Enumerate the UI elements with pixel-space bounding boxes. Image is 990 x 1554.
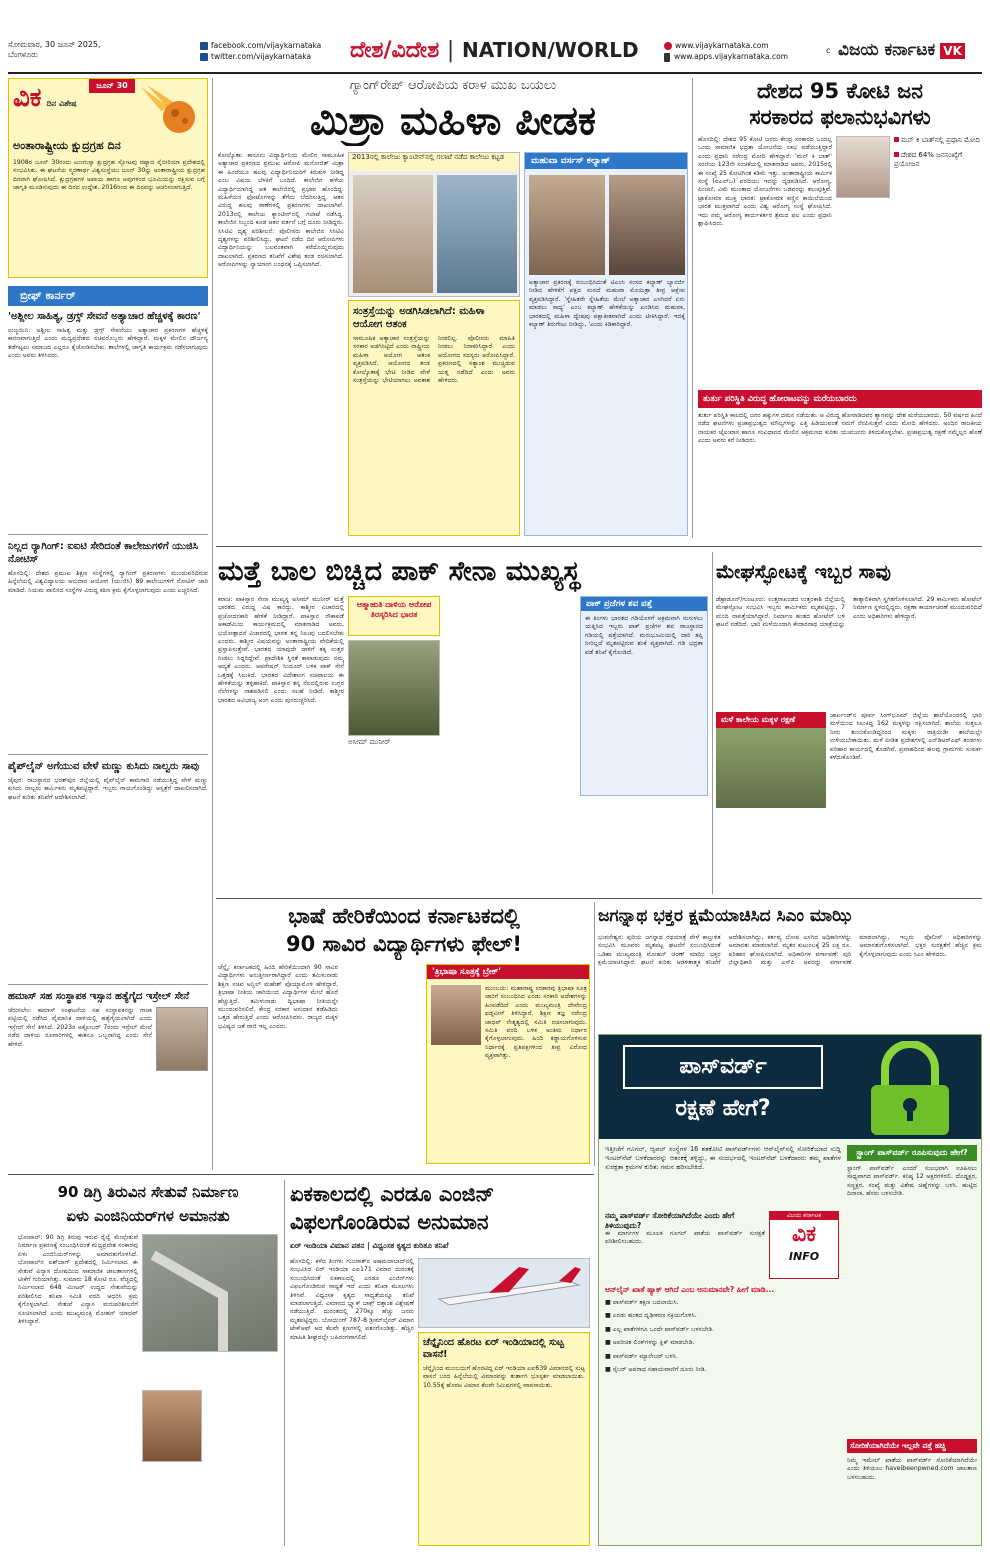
yojane-bullet-1: ಮನ್ ಕಿ ಬಾತ್‌ನಲ್ಲಿ ಪ್ರಧಾನಿ ಮೋದಿ bbox=[894, 136, 982, 145]
asteroid-icon bbox=[139, 85, 201, 137]
brief-text-1: ಉಜ್ಜಯಿನಿ: ಅಶ್ಲೀಲ ಸಾಹಿತ್ಯ ಮತ್ತು ಡ್ರಗ್ಸ್ ಸೇವನೆಯು ಅತ್ಯಾಚಾರ ಪ್ರಕರಣಗಳ ಹೆಚ್ಚಳಕ್ಕೆ ಕಾರಣವಾಗುತ್ತಿದೆ ಎಂದು ಮಧ್ಯಪ್ರದೇಶದ ಸಚಿವರೊಬ್ಬರು ಹೇಳಿದ್ದಾರೆ. ಮಕ್ಕಳ ಮೇಲಿನ ದೌರ್ಜನ್ಯ ತಡೆಗಟ್ಟಲು ಸಮಾಜದ ಎಲ್ಲರೂ ಕೈಜೋಡಿಸಬೇಕು. ಶಾಲೆಗಳಲ್ಲಿ ಜಾಗೃತಿ ಕಾರ್ಯಕ್ರಮ ನಡೆಸಲಾಗುವುದು ಎಂದು ಅವರು ತಿಳಿಸಿದರು. bbox=[8, 327, 208, 360]
lead-headline: ಮಿಶ್ರಾ ಮಹಿಳಾ ಪೀಡಕ bbox=[310, 98, 596, 144]
bullet-square-icon bbox=[894, 137, 899, 142]
college-building-photo bbox=[437, 175, 517, 293]
pak-side-text: ಈ ತಿಂಗಳು ಭಾರತದ ಗಡಿಯೊಳಗೆ ಅಕ್ರಮವಾಗಿ ನುಸುಳಲು ಯತ್ನಿಸಿದ ಇಬ್ಬರು ಪಾಕ್ ಪ್ರಜೆಗಳ ಶವ ರಾಜಸ್ಥಾನದ ಗಡಿಯಲ್ಲಿ ಪತ್ತೆಯಾಗಿದೆ. ಮರುಭೂಮಿಯಲ್ಲಿ ದಾರಿ ತಪ್ಪಿ ನೀರಿಲ್ಲದೆ ಮೃತಪಟ್ಟಿರುವ ಶಂಕೆ ವ್ಯಕ್ತವಾಗಿದೆ. ಗಡಿ ಭದ್ರತಾ ಪಡೆ ತನಿಖೆ ಕೈಗೊಂಡಿದೆ. bbox=[585, 615, 703, 656]
vikee-brand: ವಿಕ bbox=[13, 83, 42, 113]
vikee-logo bbox=[13, 83, 93, 129]
bullet-square-icon: ■ bbox=[605, 1312, 613, 1320]
logo-text: ವಿಜಯ ಕರ್ನಾಟಕ bbox=[838, 40, 936, 60]
tribhasha-text: ಮುಂಬಯಿ: ಮಹಾರಾಷ್ಟ್ರ ಸರಕಾರವು ತ್ರಿಭಾಷಾ ಸೂತ್ರ ಜಾರಿಗೆ ಸಂಬಂಧಿಸಿದ ಎರಡು ಸರಕಾರಿ ಆದೇಶಗಳನ್ನು ಹಿಂಪಡೆದಿದೆ ಎಂದು ಮುಖ್ಯಮಂತ್ರಿ ದೇವೇಂದ್ರ ಫಡ್ನವೀಸ್ ತಿಳಿಸಿದ್ದಾರೆ. ಶಿಕ್ಷಣ ತಜ್ಞ ನರೇಂದ್ರ ಜಾಧವ್ ನೇತೃತ್ವದಲ್ಲಿ ಸಮಿತಿ ರಚಿಸಲಾಗುವುದು. ಸಮಿತಿ ವರದಿ ಬಳಿಕ ಅಂತಿಮ ನಿರ್ಧಾರ ಕೈಗೊಳ್ಳಲಾಗುವುದು. ಹಿಂದಿ ಕಡ್ಡಾಯಗೊಳಿಸುವ ನಿರ್ಧಾರಕ್ಕೆ ಪ್ರತಿಪಕ್ಷಗಳಿಂದ ತೀವ್ರ ವಿರೋಧ ವ್ಯಕ್ತವಾಗಿತ್ತು. bbox=[485, 985, 587, 1060]
bullet-square-icon: ■ bbox=[605, 1325, 613, 1333]
pak-side-header: ಪಾಕ್ ಪ್ರಜೆಗಳ ಶವ ಪತ್ತೆ bbox=[581, 597, 707, 611]
vk-info-brand: ವಿಜಯ ಕರ್ನಾಟಕ bbox=[770, 1212, 838, 1220]
strong-password-header: ಸ್ಟ್ರಾಂಗ್ ಪಾಸ್‌ವರ್ಡ್ ರೂಪಿಸುವುದು ಹೇಗೆ? bbox=[847, 1145, 977, 1161]
yojane-text-2 bbox=[836, 220, 982, 380]
vikee-day-label: ದಿನ ವಿಶೇಷ bbox=[46, 99, 77, 108]
password-steps-header: ಆನ್‌ಲೈನ್ ಖಾತೆ ಹ್ಯಾಕ್ ಆಗಿದೆ ಎಂಬ ಅನುಮಾನವೇ? ಹೀಗೆ ಮಾಡಿ... bbox=[605, 1285, 775, 1294]
password-q1-title: ನಮ್ಮ ಪಾಸ್‌ವರ್ಡ್ ಸೋರಿಕೆಯಾಗಿದೆಯೇ ಎಂದು ಹೇಗೆ ತಿಳಿಯುವುದು? bbox=[605, 1211, 735, 1230]
password-step-3: ■ ಎಲ್ಲ ಖಾತೆಗಳಿಗೂ ಒಂದೇ ಪಾಸ್‌ವರ್ಡ್ ಬಳಸಬೇಡಿ. bbox=[605, 1325, 715, 1333]
kalyan-photo bbox=[529, 175, 605, 275]
mahua-text: ಅತ್ಯಾಚಾರ ಪ್ರಕರಣಕ್ಕೆ ಸಂಬಂಧಿಸಿದಂತೆ ಟಿಎಂಸಿ ಸಂಸದ ಕಲ್ಯಾಣ್ ಬ್ಯಾನರ್ಜಿ ನೀಡಿದ ಹೇಳಿಕೆಗೆ ಪಕ್ಷದ ಸಂಸದೆ ಮಹುವಾ ಮೊಯಿತ್ರಾ ತೀವ್ರ ಆಕ್ಷೇಪ ವ್ಯಕ್ತಪಡಿಸಿದ್ದಾರೆ. 'ಸ್ನೇಹಿತರೇ ಸ್ನೇಹಿತೆಯ ಮೇಲೆ ಅತ್ಯಾಚಾರ ಎಸಗಿದರೆ ಏನು ಮಾಡಲು ಸಾಧ್ಯ' ಎಂಬ ಕಲ್ಯಾಣ್ ಹೇಳಿಕೆಯನ್ನು ಖಂಡಿಸಿದ ಮಹುವಾ, ಭಾರತದಲ್ಲಿ ಮಹಿಳಾ ದ್ವೇಷವು ಪಕ್ಷಾತೀತವಾಗಿದೆ ಎಂದು ಟೀಕಿಸಿದ್ದಾರೆ. ಇದಕ್ಕೆ ಕಲ್ಯಾಣ್ ತಿರುಗೇಟು ನೀಡಿದ್ದು, 'ಎಂದು ಕಿಡಿಕಾರಿದ್ದಾರೆ. bbox=[529, 279, 685, 329]
brief-title-3: ಪೈಪ್‌ಲೈನ್ ಅಗೆಯುವ ವೇಳೆ ಮಣ್ಣು ಕುಸಿದು ನಾಲ್ವರು ಸಾವು bbox=[8, 761, 199, 772]
brief-corner-header: ಬ್ರೀಫ್ ಕಾರ್ನರ್ bbox=[8, 286, 208, 306]
pak-tag: ಆತ್ಮಾಹುತಿ ದಾಳಿಯ ಆರೋಪ ತಿರಸ್ಕರಿಸಿದ ಭಾರತ bbox=[356, 600, 432, 619]
brief-item-4 bbox=[8, 990, 208, 1170]
hamas-leader-photo bbox=[156, 1007, 208, 1071]
padlock-icon bbox=[845, 1041, 975, 1137]
password-hero bbox=[599, 1035, 982, 1139]
cloudburst-photo-tag: ಮಳೆ ಕಾಲೇಯ ಮಕ್ಕಳ ರಕ್ಷಣೆ bbox=[716, 712, 826, 728]
password-intro: ಇತ್ತೀಚೆಗೆ ಗೂಗಲ್, ಆ್ಯಪಲ್ ಸಂಸ್ಥೆಗಳ 16 ಶತಕೋಟಿ ಪಾಸ್‌ವರ್ಡ್‌ಗಳು ಆನ್‌ಲೈನ್‌ನಲ್ಲಿ ಸೋರಿಕೆಯಾದ ಸುದ್ದಿ ಇಂಟರ್‌ನೆಟ್ ಬಳಕೆದಾರರನ್ನು ಆತಂಕಕ್ಕೆ ತಳ್ಳಿದ್ದು, ಈ ಸಂದರ್ಭದಲ್ಲಿ ಇಂಟರ್‌ನೆಟ್ ಬಳಕೆದಾರರು ತಮ್ಮ ಖಾತೆಗಳ ಸುರಕ್ಷತಾ ಕ್ರಮಗಳ ಕುರಿತು ಗಮನ ಹರಿಸಬೇಕಿದೆ. bbox=[605, 1145, 841, 1171]
city-text: ಬೆಂಗಳೂರು bbox=[8, 50, 38, 59]
yojane-bullets bbox=[894, 136, 982, 216]
bullet-square-icon: ■ bbox=[605, 1366, 613, 1374]
emergency-header: ತುರ್ತು ಪರಿಸ್ಥಿತಿ ವಿರುದ್ಧ ಹೋರಾಟವನ್ನು ಮರೆಯಬಾರದು bbox=[698, 390, 982, 408]
mohan-yadav-photo bbox=[142, 1390, 202, 1462]
lead-text: ಕೋಲ್ಕೊತಾ: ಕಾನೂನು ವಿದ್ಯಾರ್ಥಿನಿಯ ಮೇಲಿನ ಸಾಮೂಹಿಕ ಅತ್ಯಾಚಾರ ಪ್ರಕರಣದ ಪ್ರಮುಖ ಆರೋಪಿ ಮನೋಜಿತ್ ಮಿಶ್ರಾ ಈ ಹಿಂದೆಯೂ ಹಲವು ವಿದ್ಯಾರ್ಥಿನಿಯರಿಗೆ ಕಿರುಕುಳ ನೀಡಿದ್ದ ಎಂಬ ವಿಷಯ ಬೆಳಕಿಗೆ ಬಂದಿದೆ. ಕಾಲೇಜಿನ ಹಳೆಯ ವಿದ್ಯಾರ್ಥಿಯಾಗಿದ್ದ ಆತ ಕಾಲೇಜಿನಲ್ಲಿ ಪ್ರಭಾವ ಹೊಂದಿದ್ದ. ಮಹಿಳೆಯರ ಫೋಟೊಗಳನ್ನು ತೆಗೆದು ಬೆದರಿಸುತ್ತಿದ್ದ. ಆತನ ವಿರುದ್ಧ ಹಲವು ಠಾಣೆಗಳಲ್ಲಿ ಪ್ರಕರಣಗಳು ದಾಖಲಾಗಿವೆ. 2013ರಲ್ಲಿ ಕಾಲೇಜು ಕ್ಯಾಂಟೀನ್‌ನಲ್ಲಿ ಗಲಾಟೆ ನಡೆಸಿದ್ದ. ಕಾಲೇಜಿನ ಸಿಬ್ಬಂದಿ ಕೂಡ ಆತನ ವರ್ತನೆ ಬಗ್ಗೆ ದೂರು ನೀಡಿದ್ದರು. ಸಿಸಿಟಿವಿ ದೃಶ್ಯ ಪರಿಶೀಲನೆ: ಪೊಲೀಸರು ಕಾಲೇಜಿನ ಸಿಸಿಟಿವಿ ದೃಶ್ಯಗಳನ್ನು ಪರಿಶೀಲಿಸಿದ್ದು, ಘಟನೆ ನಡೆದ ದಿನ ಆರೋಪಿಗಳು ವಿದ್ಯಾರ್ಥಿನಿಯನ್ನು ಬಲವಂತವಾಗಿ ಕರೆದೊಯ್ದಿರುವುದು ದಾಖಲಾಗಿದೆ. ಪ್ರಕರಣದ ತನಿಖೆಗೆ ವಿಶೇಷ ತಂಡ ರಚಿಸಲಾಗಿದೆ. ಆರೋಪಿಗಳನ್ನು ನ್ಯಾಯಾಂಗ ಬಂಧನಕ್ಕೆ ಒಪ್ಪಿಸಲಾಗಿದೆ. bbox=[218, 152, 344, 269]
bridge-photo bbox=[142, 1234, 278, 1352]
password-step-2: ■ ಎರಡು ಹಂತದ ದೃಢೀಕರಣ ಸಕ್ರಿಯಗೊಳಿಸಿ. bbox=[605, 1312, 697, 1320]
vikee-date: ಜೂನ್ 30 bbox=[89, 79, 135, 93]
jagannath-text: ಭುವನೇಶ್ವರ: ಪುರಿಯ ಜಗನ್ನಾಥ ರಥಯಾತ್ರೆ ವೇಳೆ ಕಾಲ್ತುಳಿತ ಸಂಭವಿಸಿ ಮೂವರು ಮೃತಪಟ್ಟ ಘಟನೆಗೆ ಸಂಬಂಧಿಸಿದಂತೆ ಒಡಿಶಾ ಮುಖ್ಯಮಂತ್ರಿ ಮೋಹನ್ ಚರಣ್ ಮಾಝಿ ಭಕ್ತರ ಕ್ಷಮೆಯಾಚಿಸಿದ್ದಾರೆ. ಘಟನೆ ಕುರಿತು ಆಡಳಿತಾತ್ಮಕ ತನಿಖೆಗೆ ಆದೇಶಿಸಲಾಗಿದ್ದು, ಕರ್ತವ್ಯ ಲೋಪ ಎಸಗಿದ ಅಧಿಕಾರಿಗಳನ್ನು ಅಮಾನತು ಮಾಡಲಾಗಿದೆ. ಮೃತರ ಕುಟುಂಬಕ್ಕೆ 25 ಲಕ್ಷ ರೂ. ಪರಿಹಾರ ಘೋಷಿಸಲಾಗಿದೆ. ಅಧಿಕಾರಿಗಳ ವರ್ಗಾವಣೆ: ಪುರಿ ಜಿಲ್ಲಾಧಿಕಾರಿ ಮತ್ತು ಎಸ್‌ಪಿ ಅವರನ್ನು ವರ್ಗಾವಣೆ ಮಾಡಲಾಗಿದ್ದು, ಇಬ್ಬರು ಪೊಲೀಸ್ ಅಧಿಕಾರಿಗಳನ್ನು ಅಮಾನತುಗೊಳಿಸಲಾಗಿದೆ. ಭಕ್ತರ ಸುರಕ್ಷತೆಗೆ ಹೆಚ್ಚಿನ ಕ್ರಮ ಕೈಗೊಳ್ಳಲಾಗುವುದು ಎಂದು ಸಿಎಂ ಹೇಳಿದರು. bbox=[598, 934, 982, 967]
bridge-text-2 bbox=[206, 1356, 278, 1546]
bullet-square-icon bbox=[894, 152, 899, 157]
brief-title-1: 'ಅಶ್ಲೀಲ ಸಾಹಿತ್ಯ, ಡ್ರಗ್ಸ್ ಸೇವನೆ ಅತ್ಯಾಚಾರ ಹೆಚ್ಚಳಕ್ಕೆ ಕಾರಣ' bbox=[8, 311, 201, 322]
lead-photo-college bbox=[348, 152, 520, 297]
leak-check-header: ಸೋರಿಕೆಯಾಗಿದೆಯೇ ಇಲ್ಲವೇ ಪತ್ತೆ ಹಚ್ಚಿ bbox=[847, 1439, 977, 1453]
facebook-icon bbox=[200, 42, 208, 50]
social-links bbox=[200, 40, 350, 70]
bridge-text: ಭೋಪಾಲ್: 90 ಡಿಗ್ರಿ ತಿರುವು ಇರುವ ರೈಲ್ವೆ ಮೇಲ್ಸೇತುವೆ ನಿರ್ಮಾಣ ಪ್ರಕರಣಕ್ಕೆ ಸಂಬಂಧಿಸಿದಂತೆ ಮಧ್ಯಪ್ರದೇಶ ಸರಕಾರವು ಏಳು ಎಂಜಿನಿಯರ್‌ಗಳನ್ನು ಅಮಾನತುಗೊಳಿಸಿದೆ. ಭೋಪಾಲ್‌ನ ಐಶ್‌ಬಾಗ್ ಪ್ರದೇಶದಲ್ಲಿ ನಿರ್ಮಿಸಲಾದ ಈ ಸೇತುವೆ ವಿನ್ಯಾಸ ದೋಷದಿಂದ ಸಾಮಾಜಿಕ ಜಾಲತಾಣಗಳಲ್ಲಿ ಟೀಕೆಗೆ ಗುರಿಯಾಗಿತ್ತು. ಸುಮಾರು 18 ಕೋಟಿ ರೂ. ವೆಚ್ಚದಲ್ಲಿ ನಿರ್ಮಿಸಲಾದ 648 ಮೀಟರ್ ಉದ್ದದ ಸೇತುವೆಯನ್ನು ಪರಿಶೀಲಿಸಿದ ತನಿಖಾ ಸಮಿತಿ ವರದಿ ಆಧರಿಸಿ ಕ್ರಮ ಕೈಗೊಳ್ಳಲಾಗಿದೆ. ಸೇತುವೆ ವಿನ್ಯಾಸ ಮರುಪರಿಶೀಲನೆಗೆ ಸೂಚಿಸಲಾಗಿದೆ ಎಂದು ಮುಖ್ಯಮಂತ್ರಿ ಮೋಹನ್ ಯಾದವ್ ತಿಳಿಸಿದ್ದಾರೆ. bbox=[18, 1234, 138, 1326]
bullet-square-icon: ■ bbox=[605, 1299, 613, 1306]
fail-text: ಚೆನ್ನೈ: ಕರ್ನಾಟಕದಲ್ಲಿ ಹಿಂದಿ ಹೇರಿಕೆಯಿಂದಾಗಿ 90 ಸಾವಿರ ವಿದ್ಯಾರ್ಥಿಗಳು ಅನುತ್ತೀರ್ಣರಾಗಿದ್ದಾರೆ ಎಂದು ತಮಿಳುನಾಡು ಶಿಕ್ಷಣ ಸಚಿವ ಅನ್ಬಿಲ್ ಮಹೇಶ್ ಪೊಯ್ಯಾಮೊಳಿ ಹೇಳಿದ್ದಾರೆ. ತ್ರಿಭಾಷಾ ನೀತಿಯ ಜಾರಿಯಿಂದ ವಿದ್ಯಾರ್ಥಿಗಳ ಮೇಲೆ ಹೊರೆ ಹೆಚ್ಚುತ್ತಿದೆ. ತಮಿಳುನಾಡು ದ್ವಿಭಾಷಾ ನೀತಿಯನ್ನೇ ಮುಂದುವರಿಸಲಿದೆ. ಕೇಂದ್ರ ಸರಕಾರ ಅನುದಾನ ತಡೆಹಿಡಿದು ಒತ್ತಡ ಹೇರುತ್ತಿದೆ ಎಂದು ಆರೋಪಿಸಿದರು. ರಾಜ್ಯದ ಮಕ್ಕಳ ಭವಿಷ್ಯದ ಜತೆ ರಾಜಿ ಇಲ್ಲ ಎಂದರು. bbox=[218, 964, 338, 1030]
rescue-photo bbox=[716, 728, 826, 808]
password-panel bbox=[598, 1034, 982, 1546]
twitter-icon bbox=[200, 53, 208, 61]
apps-link[interactable]: www.apps.vijaykarnataka.com bbox=[664, 51, 824, 62]
cloudburst-photo-box bbox=[716, 712, 982, 894]
mahua-header: ಮಹುವಾ ವರ್ಸಸ್ ಕಲ್ಯಾಣ್ bbox=[525, 153, 687, 169]
website-link[interactable]: www.vijaykarnataka.com bbox=[664, 40, 824, 51]
password-step-5: ■ ಪಾಸ್‌ವರ್ಡ್ ಮ್ಯಾನೇಜರ್ ಬಳಸಿ. bbox=[605, 1352, 678, 1360]
twitter-link[interactable]: twitter.com/vijaykarnataka bbox=[200, 51, 350, 62]
brief-item-2 bbox=[8, 540, 208, 750]
airindia-kicker: ಏರ್ ಇಂಡಿಯಾ ವಿಮಾನ ಪತನ | ವಿಧ್ವಂಸಕ ಕೃತ್ಯದ ಕುರಿತೂ ತನಿಖೆ bbox=[290, 1242, 449, 1250]
brief-corner bbox=[8, 310, 208, 1170]
leak-check-box bbox=[847, 1439, 977, 1541]
yojane-bullet-2: ದೇಶದ 64% ಜನಸಂಖ್ಯೆಗೆ ಪ್ರಯೋಜನ bbox=[894, 151, 963, 168]
brief-text-4: ಜೆರುಸಲೇಂ: ಹಮಾಸ್ ಸಂಘಟನೆಯ ಸಹ ಸಂಸ್ಥಾಪಕನನ್ನು ಗಾಜಾ ಪಟ್ಟಿಯಲ್ಲಿ ನಡೆಸಿದ ವೈಮಾನಿಕ ದಾಳಿಯಲ್ಲಿ ಹತ್ಯೆಗೈಯಲಾಗಿದೆ ಎಂದು ಇಸ್ರೇಲ್ ಸೇನೆ ತಿಳಿಸಿದೆ. 2023ರ ಅಕ್ಟೋಬರ್ 7ರಂದು ಇಸ್ರೇಲ್ ಮೇಲೆ ನಡೆದ ದಾಳಿಯ ರೂವಾರಿಗಳಲ್ಲಿ ಈತನೂ ಒಬ್ಬನಾಗಿದ್ದ ಎಂದು ಸೇನೆ ಹೇಳಿದೆ. bbox=[8, 1007, 152, 1048]
mahua-photo bbox=[609, 175, 685, 275]
strong-password-box bbox=[847, 1145, 977, 1435]
tribhasha-header: 'ತ್ರಿಭಾಷಾ ಸೂತ್ರಕ್ಕೆ ಬ್ರೇಕ್' bbox=[427, 965, 589, 979]
cloudburst-photo-text: ಜಾರ್ಖಂಡ್‌ನ ಪೂರ್ವ ಸಿಂಗ್‌ಭೂಮ್ ಜಿಲ್ಲೆಯ ಶಾಲೆಯೊಂದರಲ್ಲಿ ಭಾರಿ ಮಳೆಯಿಂದ ಸಿಲುಕಿದ್ದ 162 ಮಕ್ಕಳನ್ನು ರಕ್ಷಿಸಲಾಗಿದೆ. ಶಾಲೆಯ ಸುತ್ತಲೂ ನೀರು ತುಂಬಿಕೊಂಡಿದ್ದರಿಂದ ಮಕ್ಕಳು ರಾತ್ರಿಯಿಡೀ ಶಾಲೆಯಲ್ಲೇ ಉಳಿಯಬೇಕಾಯಿತು. ಮಳೆ ಪೀಡಿತ ಪ್ರದೇಶಗಳಲ್ಲಿ ಎನ್‌ಡಿಆರ್‌ಎಫ್ ತಂಡಗಳು ಪರಿಹಾರ ಕಾರ್ಯದಲ್ಲಿ ತೊಡಗಿವೆ. ಪ್ರವಾಹದಿಂದ ಹಲವು ಗ್ರಾಮಗಳು ಸಂಪರ್ಕ ಕಳೆದುಕೊಂಡಿವೆ. bbox=[830, 712, 982, 762]
masthead-date bbox=[8, 40, 198, 70]
day-special-box bbox=[8, 78, 208, 278]
brief-text-2: ಹೊಸದಿಲ್ಲಿ: ದೇಶದ ಪ್ರಮುಖ ಶಿಕ್ಷಣ ಸಂಸ್ಥೆಗಳಲ್ಲಿ ರ್‍ಯಾಗಿಂಗ್ ಪ್ರಕರಣಗಳು ಮುಂದುವರಿದಿರುವ ಹಿನ್ನೆಲೆಯಲ್ಲಿ ವಿಶ್ವವಿದ್ಯಾಲಯ ಅನುದಾನ ಆಯೋಗ (ಯುಜಿಸಿ) 89 ಕಾಲೇಜುಗಳಿಗೆ ನೋಟಿಸ್ ಜಾರಿ ಮಾಡಿದೆ. ನಿಯಮ ಪಾಲಿಸದ ಸಂಸ್ಥೆಗಳ ವಿರುದ್ಧ ಕಠಿಣ ಕ್ರಮ ಕೈಗೊಳ್ಳಲಾಗುವುದು ಎಂದು ಎಚ್ಚರಿಸಿದೆ. bbox=[8, 570, 208, 594]
lead-photo1-caption: 2013ರಲ್ಲಿ ಕಾಲೇಜು ಕ್ಯಾಂಟೀನ್‌ನಲ್ಲಿ ಗಲಾಟೆ ನಡೆದ ಕಾಲೇಜು ಕಟ್ಟಡ bbox=[349, 153, 520, 171]
women-commission-title: ಸಂತ್ರಸ್ತೆಯನ್ನು ಅಡಗಿಸಿಡಲಾಗಿದೆ: ಮಹಿಳಾ ಆಯೋಗ ಆತಂಕ bbox=[353, 306, 485, 330]
bridge-headline: 90 ಡಿಗ್ರಿ ತಿರುವಿನ ಸೇತುವೆ ನಿರ್ಮಾಣ ಏಳು ಎಂಜಿನಿಯರ್‌ಗಳ ಅಮಾನತು bbox=[57, 1183, 239, 1225]
vikee-text: 1908ರ ಜೂನ್ 30ರಂದು ಟುಂಗುಸ್ಕಾ ಕ್ಷುದ್ರಗ್ರಹ ಸ್ಫೋಟವು ರಷ್ಯಾದ ಸೈಬೀರಿಯಾ ಪ್ರದೇಶದಲ್ಲಿ ಸಂಭವಿಸಿತು. ಈ ಘಟನೆಯ ಸ್ಮರಣಾರ್ಥ ವಿಶ್ವಸಂಸ್ಥೆಯು ಜೂನ್ 30ನ್ನು ಅಂತಾರಾಷ್ಟ್ರೀಯ ಕ್ಷುದ್ರಗ್ರಹ ದಿನವಾಗಿ ಘೋಷಿಸಿದೆ. ಕ್ಷುದ್ರಗ್ರಹಗಳ ಅಪಾಯ ಹಾಗೂ ಅವುಗಳಿಂದ ಭೂಮಿಯನ್ನು ರಕ್ಷಿಸುವ ಬಗ್ಗೆ ಜಾಗೃತಿ ಮೂಡಿಸುವುದು ಈ ದಿನದ ಉದ್ದೇಶ. 2016ರಿಂದ ಈ ದಿನವನ್ನು ಆಚರಿಸಲಾಗುತ್ತಿದೆ. bbox=[13, 159, 205, 192]
logo-badge: VK bbox=[940, 43, 965, 59]
vk-info-label: INFO bbox=[788, 1250, 820, 1263]
section-en: NATION/WORLD bbox=[461, 38, 639, 62]
leak-check-text: ನಿಮ್ಮ ಇಮೇಲ್ ಖಾತೆಯ ಪಾಸ್‌ವರ್ಡ್ ಸೋರಿಕೆಯಾಗಿದೆಯೇ ಎಂದು ತಿಳಿಯಲು haveibeenpwned.com ಜಾಲತಾಣ ಬಳಸಬಹುದು. bbox=[847, 1457, 977, 1481]
pak-headline: ಮತ್ತೆ ಬಾಲ ಬಿಚ್ಚಿದ ಪಾಕ್ ಸೇನಾ ಮುಖ್ಯಸ್ಥ bbox=[218, 556, 581, 587]
bullet-square-icon: ■ bbox=[605, 1352, 613, 1360]
yojane-text: ಹೊಸದಿಲ್ಲಿ: ದೇಶದ 95 ಕೋಟಿ ಜನರು ಕೇಂದ್ರ ಸರಕಾರದ ಒಂದಲ್ಲ ಒಂದು ಸಾಮಾಜಿಕ ಭದ್ರತಾ ಯೋಜನೆಯ ಲಾಭ ಪಡೆಯುತ್ತಿದ್ದಾರೆ ಎಂದು ಪ್ರಧಾನಿ ನರೇಂದ್ರ ಮೋದಿ ಹೇಳಿದ್ದಾರೆ. 'ಮನ್ ಕಿ ಬಾತ್' ಸರಣಿಯ 123ನೇ ಸಂಚಿಕೆಯಲ್ಲಿ ಮಾತನಾಡಿದ ಅವರು, 2015ರಲ್ಲಿ ಈ ಸಂಖ್ಯೆ 25 ಕೋಟಿಗಿಂತ ಕಡಿಮೆ ಇತ್ತು. ಅಂತಾರಾಷ್ಟ್ರೀಯ ಕಾರ್ಮಿಕ ಸಂಸ್ಥೆ (ಐಎಲ್‌ಒ) ವರದಿಯು ಇದನ್ನು ದೃಢಪಡಿಸಿದೆ. ಆರೋಗ್ಯ, ಪಿಂಚಣಿ, ವಿಮೆ ಮುಂತಾದ ಯೋಜನೆಗಳು ಬಡವರನ್ನು ತಲುಪುತ್ತಿವೆ. ಟ್ರಾಕೋಮಾ ಮುಕ್ತ ಭಾರತ: ಟ್ರಾಕೋಮಾ ಕಣ್ಣಿನ ಕಾಯಿಲೆಯಿಂದ ಭಾರತ ಮುಕ್ತವಾಗಿದೆ ಎಂದು ವಿಶ್ವ ಆರೋಗ್ಯ ಸಂಸ್ಥೆ ಘೋಷಿಸಿದೆ. ಇದು ನಮ್ಮ ಆರೋಗ್ಯ ಕಾರ್ಯಕರ್ತರ ಶ್ರಮದ ಫಲ ಎಂದು ಪ್ರಧಾನಿ ಶ್ಲಾಘಿಸಿದರು. bbox=[698, 136, 832, 228]
brief-title-4: ಹಮಾಸ್ ಸಹ ಸಂಸ್ಥಾಪಕ ಇಸ್ಸಾನ ಹತ್ಯೆಗೈದ ಇಸ್ರೇಲ್ ಸೇನೆ bbox=[8, 991, 190, 1002]
fadnavis-photo bbox=[431, 985, 481, 1045]
tribhasha-box bbox=[426, 964, 590, 1164]
vk-info-badge bbox=[769, 1211, 839, 1279]
vk-info-letters: ವಿಕ bbox=[791, 1222, 817, 1247]
password-steps bbox=[605, 1285, 841, 1541]
munir-caption: ಅಸೀಮ್ ಮುನೀರ್ bbox=[348, 738, 391, 746]
section-title: ದೇಶ/ವಿದೇಶ | NATION/WORLD bbox=[350, 38, 639, 63]
logo bbox=[838, 40, 986, 66]
password-step-4: ■ ಅಪರಿಚಿತ ಲಿಂಕ್‌ಗಳನ್ನು ಕ್ಲಿಕ್ ಮಾಡಬೇಡಿ. bbox=[605, 1339, 695, 1347]
airindia-headline: ಏಕಕಾಲದಲ್ಲಿ ಎರಡೂ ಎಂಜಿನ್ ವಿಫಲಗೊಂಡಿರುವ ಅನುಮಾನ bbox=[290, 1182, 495, 1234]
cloudburst-text: ಡೆಹ್ರಾಡೂನ್/ಗುಂಟೂರು: ಉತ್ತರಾಖಂಡದ ಉತ್ತರಕಾಶಿ ಜಿಲ್ಲೆಯಲ್ಲಿ ಮೇಘಸ್ಫೋಟ ಸಂಭವಿಸಿ ಇಬ್ಬರು ಕಾರ್ಮಿಕರು ಮೃತಪಟ್ಟಿದ್ದು, 7 ಮಂದಿ ನಾಪತ್ತೆಯಾಗಿದ್ದಾರೆ. ನಿರ್ಮಾಣ ಹಂತದ ಹೋಟೆಲ್ ಬಳಿ ಘಟನೆ ನಡೆದಿದೆ. ಭಾರಿ ಮಳೆಯಿಂದಾಗಿ ಕೇದಾರನಾಥ ಯಾತ್ರೆಯನ್ನು ತಾತ್ಕಾಲಿಕವಾಗಿ ಸ್ಥಗಿತಗೊಳಿಸಲಾಗಿದೆ. 29 ಕಾರ್ಮಿಕರು ಹೋಟೆಲ್ ನಿರ್ಮಾಣ ಸ್ಥಳದಲ್ಲಿದ್ದರು. ರಕ್ಷಣಾ ಕಾರ್ಯಾಚರಣೆ ಮುಂದುವರಿದಿದೆ ಎಂದು ಅಧಿಕಾರಿಗಳು ಹೇಳಿದ್ದಾರೆ. bbox=[716, 596, 982, 629]
password-q1 bbox=[605, 1211, 765, 1279]
airindia-text: ಹೊಸದಿಲ್ಲಿ: ಕಳೆದ ತಿಂಗಳು ಗುಜರಾತ್‌ನ ಅಹಮದಾಬಾದ್‌ನಲ್ಲಿ ಸಂಭವಿಸಿದ ಏರ್ ಇಂಡಿಯಾ ಎಐ171 ವಿಮಾನ ದುರಂತಕ್ಕೆ ಸಂಬಂಧಿಸಿದಂತೆ ಏಕಕಾಲದಲ್ಲಿ ಎರಡೂ ಎಂಜಿನ್‌ಗಳು ವಿಫಲಗೊಂಡಿರುವ ಸಾಧ್ಯತೆ ಇದೆ ಎಂದು ತನಿಖಾ ಮೂಲಗಳು ತಿಳಿಸಿವೆ. ವಿಧ್ವಂಸಕ ಕೃತ್ಯದ ಸಾಧ್ಯತೆಯನ್ನೂ ತನಿಖೆ ಮಾಡಲಾಗುತ್ತಿದೆ. ವಿಮಾನದ ಬ್ಲ್ಯಾಕ್ ಬಾಕ್ಸ್ ದತ್ತಾಂಶ ವಿಶ್ಲೇಷಣೆ ನಡೆಯುತ್ತಿದೆ. ದುರಂತದಲ್ಲಿ 270ಕ್ಕೂ ಹೆಚ್ಚು ಜನರು ಮೃತಪಟ್ಟಿದ್ದರು. ಬೋಯಿಂಗ್ 787-8 ಡ್ರೀಮ್‌ಲೈನರ್ ವಿಮಾನ ಟೇಕ್‌ಆಫ್ ಆದ ಕೆಲವೇ ಕ್ಷಣಗಳಲ್ಲಿ ಪತನಗೊಂಡಿತ್ತು. ಹೆಚ್ಚಿನ ಮಾಹಿತಿ ಶೀಘ್ರದಲ್ಲೇ ಬಹಿರಂಗವಾಗಲಿದೆ. bbox=[290, 1258, 414, 1341]
jagannath-headline: ಜಗನ್ನಾಥ ಭಕ್ತರ ಕ್ಷಮೆಯಾಚಿಸಿದ ಸಿಎಂ ಮಾಝಿ bbox=[598, 906, 852, 926]
brief-title-2: ನಿಲ್ಲದ ರ್‍ಯಾಗಿಂಗ್: ಐಐಟಿ ಸೇರಿದಂತೆ ಕಾಲೇಜುಗಳಿಗೆ ಯುಜಿಸಿ ನೋಟಿಸ್ bbox=[8, 541, 199, 565]
mahua-box bbox=[524, 152, 688, 536]
password-title: ಪಾಸ್‌ವರ್ಡ್ ರಕ್ಷಣೆ ಹೇಗೆ? bbox=[623, 1045, 823, 1135]
globe-icon bbox=[664, 42, 672, 50]
bullet-square-icon: ■ bbox=[605, 1339, 613, 1347]
web-links bbox=[664, 40, 824, 70]
accused-photo bbox=[353, 175, 433, 293]
password-q1-text: ಈ ಮಾರ್ಗಗಳ ಮೂಲಕ ಗೂಗಲ್ ಖಾತೆಯ ಪಾಸ್‌ವರ್ಡ್ ಸುರಕ್ಷತೆ ಪರಿಶೀಲಿಸಬಹುದು. bbox=[605, 1230, 765, 1246]
vikee-title: ಅಂತಾರಾಷ್ಟ್ರೀಯ ಕ್ಷುದ್ರಗ್ರಹ ದಿನ bbox=[13, 139, 121, 152]
mobile-icon bbox=[664, 53, 670, 62]
masthead bbox=[0, 0, 990, 72]
section-kn: ದೇಶ/ವಿದೇಶ bbox=[350, 38, 440, 63]
yojane-headline: ದೇಶದ 95 ಕೋಟಿ ಜನ ಸರಕಾರದ ಫಲಾನುಭವಿಗಳು bbox=[749, 79, 931, 129]
brief-item-3 bbox=[8, 760, 208, 980]
pak-text: ಕರಾಚಿ: ಪಾಕಿಸ್ತಾನ ಸೇನಾ ಮುಖ್ಯಸ್ಥ ಅಸೀಮ್ ಮುನೀರ್ ಮತ್ತೆ ಭಾರತದ ವಿರುದ್ಧ ವಿಷ ಕಾರಿದ್ದು, ಕಾಶ್ಮೀರ ವಿಚಾರದಲ್ಲಿ ಪ್ರಚೋದನಕಾರಿ ಹೇಳಿಕೆ ನೀಡಿದ್ದಾರೆ. ಪಾಕಿಸ್ತಾನ ನೌಕಾಪಡೆ ಅಕಾಡೆಮಿಯ ಕಾರ್ಯಕ್ರಮದಲ್ಲಿ ಮಾತನಾಡಿದ ಅವರು, ಭಯೋತ್ಪಾದನೆ ವಿಚಾರದಲ್ಲಿ ಭಾರತ ತನ್ನ ನಿಲುವು ಬದಲಿಸಬೇಕು ಎಂದರು. ಕಾಶ್ಮೀರ ವಿಷಯವನ್ನು ಅಂತಾರಾಷ್ಟ್ರೀಯ ವೇದಿಕೆಯಲ್ಲಿ ಪ್ರಸ್ತಾಪಿಸುತ್ತೇವೆ. ಭಾರತದ ಯಾವುದೇ ದಾಳಿಗೆ ತಕ್ಕ ಉತ್ತರ ನೀಡಲು ಸಿದ್ಧರಿದ್ದೇವೆ. ಪ್ರಾದೇಶಿಕ ಸ್ಥಿರತೆ ಕಾಪಾಡುವುದು ನಮ್ಮ ಆದ್ಯತೆ ಎಂದರು. ಆಪರೇಷನ್ ಸಿಂದೂರ್ ಬಳಿಕ ಪಾಕ್ ಸೇನೆ ಒತ್ತಡಕ್ಕೆ ಸಿಲುಕಿದೆ. ಭಾರತದ ವಿದೇಶಾಂಗ ಸಚಿವಾಲಯ ಈ ಹೇಳಿಕೆಯನ್ನು ತಳ್ಳಿಹಾಕಿದೆ. ಪಾಕಿಸ್ತಾನ ತನ್ನ ನೆಲದಲ್ಲಿರುವ ಉಗ್ರರ ನೆಲೆಗಳನ್ನು ನಾಶಪಡಿಸಲಿ ಎಂದು ಸಲಹೆ ನೀಡಿದೆ. ಕಾಶ್ಮೀರ ಭಾರತದ ಅವಿಭಾಜ್ಯ ಅಂಗ ಎಂದು ಪುನರುಚ್ಚರಿಸಿದೆ. bbox=[218, 596, 344, 704]
password-step-6: ■ ಸೈಬರ್ ಅಪರಾಧ ಸಹಾಯವಾಣಿಗೆ ದೂರು ನೀಡಿ. bbox=[605, 1366, 707, 1374]
password-step-1: ■ ಪಾಸ್‌ವರ್ಡ್ ತಕ್ಷಣ ಬದಲಾಯಿಸಿ. bbox=[605, 1299, 679, 1306]
pak-text-2 bbox=[444, 596, 576, 892]
date-text: ಸೋಮವಾರ, 30 ಜೂನ್ 2025, bbox=[8, 40, 101, 49]
pak-side-box bbox=[580, 596, 708, 796]
facebook-link[interactable]: facebook.com/vijaykarnataka bbox=[200, 40, 350, 51]
pak-tag-box bbox=[348, 596, 440, 636]
strong-password-text: ಸ್ಟ್ರಾಂಗ್ ಪಾಸ್‌ವರ್ಡ್ ಎಂದರೆ ಸುಲಭವಾಗಿ ಊಹಿಸಲು ಸಾಧ್ಯವಾಗದ ಪಾಸ್‌ವರ್ಡ್. ಕನಿಷ್ಠ 12 ಅಕ್ಷರಗಳಿರಲಿ. ದೊಡ್ಡಕ್ಷರ, ಸಣ್ಣಕ್ಷರ, ಸಂಖ್ಯೆ ಮತ್ತು ವಿಶೇಷ ಚಿಹ್ನೆಗಳನ್ನು ಬಳಸಿ. ಹುಟ್ಟಿದ ದಿನಾಂಕ, ಹೆಸರು ಬಳಸಬೇಡಿ. bbox=[847, 1165, 977, 1198]
chennai-flight-box bbox=[418, 1332, 590, 1546]
cloudburst-headline: ಮೇಘಸ್ಫೋಟಕ್ಕೆ ಇಬ್ಬರ ಸಾವು bbox=[716, 561, 891, 583]
women-commission-box bbox=[348, 300, 520, 536]
brief-text-3: ಜೈಪುರ: ರಾಜಸ್ಥಾನದ ಭರತ್‌ಪುರ ಜಿಲ್ಲೆಯಲ್ಲಿ ಪೈಪ್‌ಲೈನ್ ಕಾಮಗಾರಿ ನಡೆಯುತ್ತಿದ್ದ ವೇಳೆ ಮಣ್ಣು ಕುಸಿದು ನಾಲ್ವರು ಕಾರ್ಮಿಕರು ಮೃತಪಟ್ಟಿದ್ದಾರೆ. ಇಬ್ಬರು ಗಾಯಗೊಂಡಿದ್ದು ಆಸ್ಪತ್ರೆಗೆ ದಾಖಲಿಸಲಾಗಿದೆ. ಘಟನೆ ಕುರಿತು ತನಿಖೆಗೆ ಆದೇಶಿಸಲಾಗಿದೆ. bbox=[8, 777, 208, 801]
chennai-flight-title: ಚೆನ್ನೈನಿಂದ ಹೊರಟ ಏರ್ ಇಂಡಿಯಾದಲ್ಲಿ ಸುಟ್ಟ ವಾಸನೆ! bbox=[423, 1337, 564, 1360]
fail-text-2 bbox=[342, 964, 422, 1164]
airplane-photo bbox=[418, 1258, 590, 1328]
women-commission-text: ಸಾಮೂಹಿಕ ಅತ್ಯಾಚಾರ ಸಂತ್ರಸ್ತೆಯನ್ನು ಸರಕಾರ ಅಡಗಿಸಿಟ್ಟಿದೆ ಎಂದು ರಾಷ್ಟ್ರೀಯ ಮಹಿಳಾ ಆಯೋಗ ಆತಂಕ ವ್ಯಕ್ತಪಡಿಸಿದೆ. ಆಯೋಗದ ತಂಡ ಕೋಲ್ಕೊತಾಕ್ಕೆ ಭೇಟಿ ನೀಡಿದ ವೇಳೆ ಸಂತ್ರಸ್ತೆಯನ್ನು ಭೇಟಿಯಾಗಲು ಅವಕಾಶ ನೀಡಲಿಲ್ಲ. ಪೊಲೀಸರು ಮಾಹಿತಿ ನೀಡಲು ನಿರಾಕರಿಸಿದ್ದಾರೆ ಎಂದು ಆಯೋಗದ ಸದಸ್ಯರು ಆರೋಪಿಸಿದ್ದಾರೆ. ಪ್ರಕರಣದಲ್ಲಿ ಸತ್ಯಾಂಶ ಮುಚ್ಚಿಡುವ ಯತ್ನ ನಡೆದಿದೆ ಎಂದು ಅವರು ಹೇಳಿದರು. bbox=[353, 335, 515, 385]
emergency-text: ತುರ್ತು ಪರಿಸ್ಥಿತಿ ಕಾಲದಲ್ಲಿ ಜನರ ಹಕ್ಕುಗಳ ದಮನ ನಡೆಯಿತು. ಆ ವಿರುದ್ಧ ಹೋರಾಡಿದವರ ತ್ಯಾಗವನ್ನು ದೇಶ ಮರೆಯಬಾರದು. 50 ವರ್ಷದ ಹಿಂದೆ ನಡೆದ ಘಟನೆಗಳು ಪ್ರಜಾಪ್ರಭುತ್ವದ ಮೌಲ್ಯಗಳನ್ನು ಎತ್ತಿ ಹಿಡಿಯುವಂತೆ ನಮಗೆ ನೆನಪಿಸುತ್ತವೆ ಎಂದು ಮೋದಿ ಹೇಳಿದರು. ಅಂದಿನ ರಾಜಕೀಯ ನಾಯಕರ ಜೈಲುವಾಸ ಹಾಗೂ ಸಂವಿಧಾನದ ಮೇಲಿನ ಆಕ್ರಮಣದ ಕುರಿತು ಯುವಜನರು ತಿಳಿದುಕೊಳ್ಳಬೇಕು. ಪ್ರಜಾಪ್ರಭುತ್ವ ರಕ್ಷಣೆ ನಮ್ಮೆಲ್ಲರ ಹೊಣೆ ಎಂದು ಅವರು ಕರೆ ನೀಡಿದರು. bbox=[698, 412, 982, 445]
brief-item-1 bbox=[8, 310, 208, 530]
copyright-mark: c bbox=[826, 46, 831, 55]
modi-photo bbox=[836, 136, 890, 198]
munir-photo bbox=[348, 640, 440, 736]
fail-headline: ಭಾಷೆ ಹೇರಿಕೆಯಿಂದ ಕರ್ನಾಟಕದಲ್ಲಿ 90 ಸಾವಿರ ವಿದ್ಯಾರ್ಥಿಗಳು ಫೇಲ್! bbox=[285, 904, 523, 956]
lead-kicker: ಗ್ಯಾಂಗ್‌ರೇಪ್ ಆರೋಪಿಯ ಕರಾಳ ಮುಖ ಬಯಲು bbox=[349, 78, 557, 93]
chennai-flight-text: ಚೆನ್ನೈನಿಂದ ಮುಂಬಯಿಗೆ ಹೊರಟಿದ್ದ ಏರ್ ಇಂಡಿಯಾ ಎಐ639 ವಿಮಾನದಲ್ಲಿ ಸುಟ್ಟ ವಾಸನೆ ಬಂದ ಹಿನ್ನೆಲೆಯಲ್ಲಿ ವಿಮಾನವನ್ನು ತುರ್ತಾಗಿ ಭೂಸ್ಪರ್ಶ ಮಾಡಲಾಯಿತು. 10.55ಕ್ಕೆ ಹೊರಟ ವಿಮಾನ ಕೆಲವೇ ನಿಮಿಷಗಳಲ್ಲಿ ವಾಪಸಾಯಿತು. bbox=[423, 1365, 585, 1389]
